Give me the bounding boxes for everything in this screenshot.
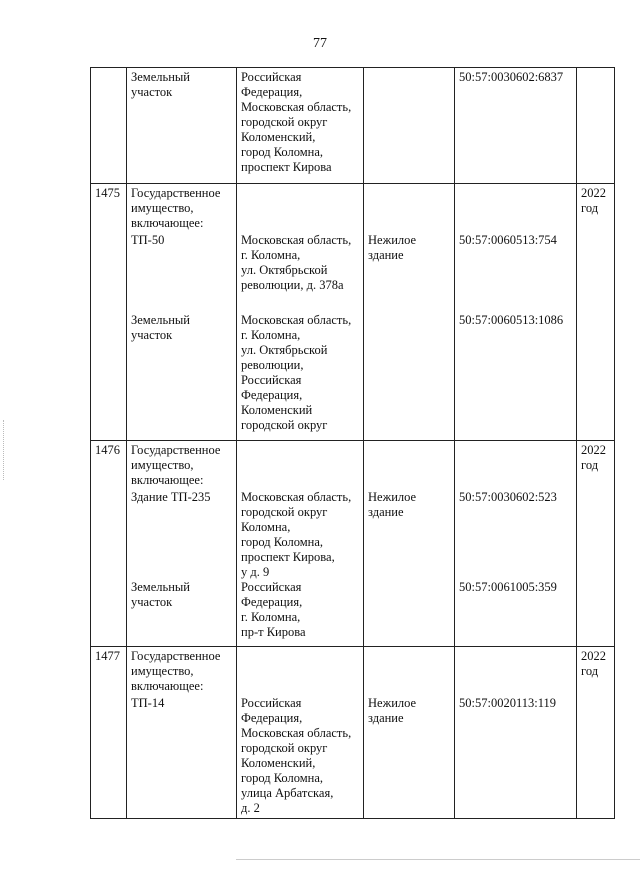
table-row xyxy=(91,184,615,441)
object-name: Земельный участок xyxy=(131,580,190,609)
address: Московская область, г. Коломна, ул. Октябрьской революции, Российская Федерация, Коломенский городской округ xyxy=(241,313,352,432)
object-type: Нежилое здание xyxy=(368,233,417,262)
object-type: Нежилое здание xyxy=(368,490,417,519)
object-name-cell: Земельный участок xyxy=(127,68,237,184)
address-cell: Российская Федерация, Московская область, городской округ Коломенский, город Коломна, проспект Кирова xyxy=(237,68,364,184)
row-number: 1477 xyxy=(95,649,120,663)
cadastral-number-cell xyxy=(455,441,577,647)
object-name: Здание ТП-235 xyxy=(131,490,211,504)
address: Московская область, г. Коломна, ул. Октябрьской революции, д. 378а xyxy=(241,233,352,292)
group-header: Государственное имущество, включающее: xyxy=(131,443,221,487)
object-name: ТП-50 xyxy=(131,233,165,247)
year-cell xyxy=(577,68,615,184)
year-cell: 2022 год xyxy=(577,441,615,647)
group-header: Государственное имущество, включающее: xyxy=(131,186,221,230)
row-number-cell xyxy=(91,441,127,647)
object-name-cell xyxy=(127,441,237,647)
object-type: Нежилое здание xyxy=(368,696,417,725)
table-row xyxy=(91,68,615,184)
table-row xyxy=(91,647,615,819)
row-number-cell xyxy=(91,184,127,441)
object-type-cell xyxy=(364,647,455,819)
address: Московская область, городской округ Коломна, город Коломна, проспект Кирова, у д. 9 xyxy=(241,490,352,579)
property-table xyxy=(90,67,615,819)
address-cell xyxy=(237,441,364,647)
object-type-cell xyxy=(364,441,455,647)
cadastral-number: 50:57:0061005:359 xyxy=(459,580,557,594)
address: Российская Федерация, г. Коломна, пр-т Кирова xyxy=(241,580,306,639)
object-name: Земельный участок xyxy=(131,313,190,342)
cadastral-number-cell: 50:57:0030602:6837 xyxy=(455,68,577,184)
scan-artifact xyxy=(3,420,5,480)
page-edge-line xyxy=(236,859,640,860)
page-number: 77 xyxy=(313,36,327,51)
row-number-cell xyxy=(91,647,127,819)
cadastral-number: 50:57:0030602:523 xyxy=(459,490,557,504)
address-cell xyxy=(237,647,364,819)
group-header: Государственное имущество, включающее: xyxy=(131,649,221,693)
year-cell: 2022 год xyxy=(577,184,615,441)
cadastral-number-cell xyxy=(455,647,577,819)
cadastral-number-cell xyxy=(455,184,577,441)
address-cell xyxy=(237,184,364,441)
year-cell: 2022 год xyxy=(577,647,615,819)
object-name-cell xyxy=(127,647,237,819)
object-name: ТП-14 xyxy=(131,696,165,710)
address: Российская Федерация, Московская область, городской округ Коломенский, город Коломна, улица Арбатская, д. 2 xyxy=(241,696,352,815)
row-number-cell xyxy=(91,68,127,184)
cadastral-number: 50:57:0060513:1086 xyxy=(459,313,564,327)
object-type-cell xyxy=(364,184,455,441)
object-name-cell xyxy=(127,184,237,441)
cadastral-number: 50:57:0060513:754 xyxy=(459,233,557,247)
row-number: 1475 xyxy=(95,186,120,200)
row-number: 1476 xyxy=(95,443,120,457)
cadastral-number: 50:57:0020113:119 xyxy=(459,696,556,710)
object-type-cell xyxy=(364,68,455,184)
table-row xyxy=(91,441,615,647)
